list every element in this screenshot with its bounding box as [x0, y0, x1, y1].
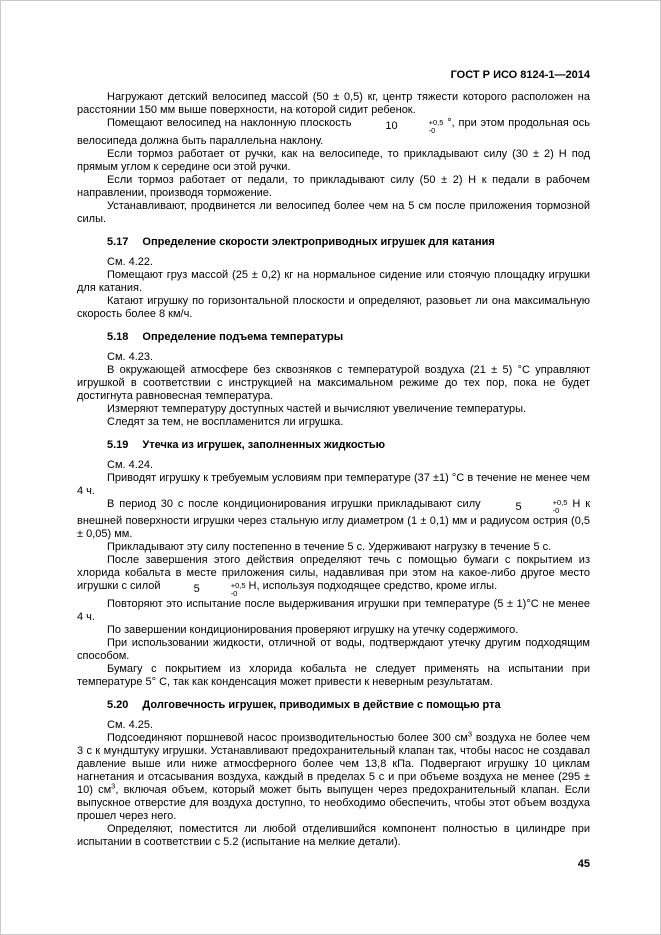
paragraph: Прикладывают эту силу постепенно в течение 5 с. Удерживают нагрузку в течение 5 с. — [107, 541, 552, 553]
paragraph: Бумагу с покрытием из хлорида кобальта не следует применять на испытании при температуре 5° С, так как конденсация может привести к неверным результатам. — [77, 662, 590, 688]
tolerance-value: 10 +0,5 -0 — [385, 117, 444, 135]
paragraph: Если тормоз работает от педали, то прикладывают силу (50 ± 2) Н к педали в рабочем направлении, производя торможение. — [77, 173, 590, 199]
section-heading — [77, 439, 590, 452]
page-number: 45 — [577, 857, 590, 870]
paragraph: См. 4.23. — [107, 350, 154, 363]
paragraph: После завершения этого действия определяют течь с помощью бумаги с покрытием из хлорида кобальта в месте приложения силы, надавливая при этом на какое-либо другое место игрушки с силой 5 +0,5 -0 Н, используя подходящее средство, кроме иглы. — [77, 554, 590, 598]
paragraph: Нагружают детский велосипед массой (50 ± 0,5) кг, центр тяжести которого расположен на расстоянии 150 мм выше поверхности, на которой сидит ребенок. — [77, 91, 590, 116]
section-title: Определение подъема температуры — [142, 330, 344, 343]
section-title: Определение скорости электроприводных игрушек для катания — [142, 235, 495, 248]
tolerance-value: 5 +0,5 -0 — [193, 580, 246, 598]
section-heading — [77, 236, 590, 249]
section-number: 5.18 — [107, 330, 129, 343]
section-heading — [77, 331, 590, 344]
paragraph: По завершении кондиционирования проверяют игрушку на утечку содержимого. — [107, 623, 519, 636]
paragraph: См. 4.25. — [107, 718, 154, 731]
paragraph: При использовании жидкости, отличной от воды, подтверждают утечку другим подходящим способом. — [77, 636, 590, 662]
paragraph: Приводят игрушку к требуемым условиям при температуре (37 ±1) °С в течение не менее чем 4 ч. — [77, 471, 590, 497]
paragraph: См. 4.22. — [107, 255, 154, 268]
paragraph: Определяют, поместится ли любой отделившийся компонент полностью в цилиндре при испытании в соответствии с 5.2 (испытание на мелкие детали). — [77, 822, 590, 848]
paragraph: Помещают велосипед на наклонную плоскость 10 +0,5 -0 °, при этом продольная ось велосипеда должна быть параллельна наклону. — [77, 117, 591, 147]
paragraph: См. 4.24. — [107, 458, 154, 471]
section-title: Долговечность игрушек, приводимых в действие с помощью рта — [142, 698, 501, 711]
section-number: 5.17 — [107, 235, 129, 248]
doc-number: ГОСТ Р ИСО 8124-1—2014 — [450, 69, 590, 81]
section-number: 5.19 — [107, 438, 129, 451]
section-title: Утечка из игрушек, заполненных жидкостью — [142, 438, 386, 451]
document-body — [77, 91, 590, 849]
tolerance-value: 5 +0,5 -0 — [515, 498, 568, 515]
section-number: 5.20 — [107, 698, 129, 711]
paragraph: Следят за тем, не воспламенится ли игрушка. — [107, 415, 344, 428]
paragraph: Подсоединяют поршневой насос производительностью более 300 $см^3$ воздуха не более чем 3 с к мундштуку игрушки. Устанавливают предохранительный клапан так, чтобы насос не создавал давление выше или ниже атмосферного более чем 13,8 кПа. Подвергают игрушку 10 циклам нагнетания и отсасывания воздуха, каждый в пределах 5 с и при объеме воздуха не менее (295 ± 10) $см^3$, включая объем, который может быть выпущен через предохранительный клапан. Если выпускное отверстие для воздуха доступно, то необходимо обеспечить, чтобы этот объем воздуха прошел через него. — [77, 728, 591, 822]
paragraph: Повторяют это испытание после выдерживания игрушки при температуре (5 ± 1)°С не менее 4 ч. — [77, 597, 590, 623]
paragraph: Измеряют температуру доступных частей и вычисляют увеличение температуры. — [107, 402, 527, 415]
paragraph: В окружающей атмосфере без сквозняков с температурой воздуха (21 ± 5) °С управляют игрушкой в соответствии с инструкцией на максимальном режиме до тех пор, пока не будет достигнута равновесная температура. — [77, 363, 590, 402]
section-heading — [77, 699, 590, 712]
paragraph: Катают игрушку по горизонтальной плоскости и определяют, разовьет ли она максимальную скорость более 8 км/ч. — [77, 294, 590, 320]
paragraph: Помещают груз массой (25 ± 0,2) кг на нормальное сидение или стоячую площадку игрушки для катания. — [77, 268, 590, 294]
superscript: 3 — [111, 780, 116, 790]
superscript: 3 — [467, 728, 473, 738]
document-header — [77, 69, 590, 82]
paragraph: Если тормоз работает от ручки, как на велосипеде, то прикладывают силу (30 ± 2) Н под прямым углом к середине оси этой ручки. — [77, 147, 590, 173]
paragraph: Устанавливают, продвинется ли велосипед более чем на 5 см после приложения тормозной силы. — [77, 199, 590, 225]
paragraph: В период 30 с после кондиционирования игрушки прикладывают силу 5 +0,5 -0 Н к внешней поверхности игрушки через стальную иглу диаметром (1 ± 0,1) мм и радиусом острия (0,5 ± 0,05) мм. — [77, 497, 591, 540]
